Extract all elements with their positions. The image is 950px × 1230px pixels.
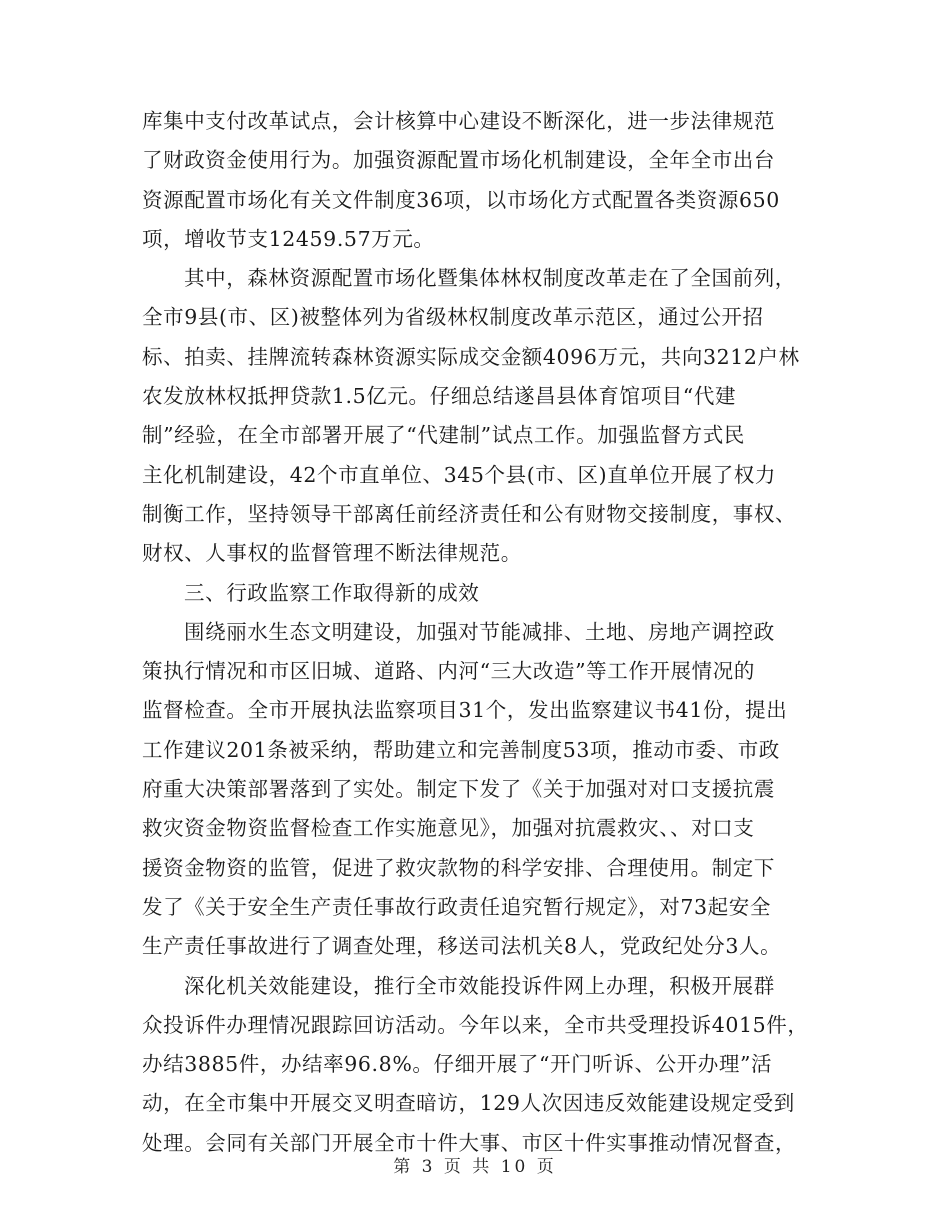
text-line: 制衡工作，坚持领导干部离任前经济责任和公有财物交接制度，事权、 (142, 501, 797, 526)
text-line: 围绕丽水生态文明建设，加强对节能减排、土地、房地产调控政 (184, 619, 775, 644)
text-line: 了财政资金使用行为。加强资源配置市场化机制建设，全年全市出台 (142, 148, 775, 173)
page-footer: 第 3 页 共 10 页 (393, 1157, 557, 1177)
text-line: 项，增收节支12459.57万元。 (142, 226, 435, 251)
text-line: 动，在全市集中开展交叉明查暗访，129人次因违反效能建设规定受到 (142, 1091, 795, 1116)
text-line: 众投诉件办理情况跟踪回访活动。今年以来，全市共受理投诉4015件， (142, 1012, 809, 1037)
text-line: 监督检查。全市开展执法监察项目31个，发出监察建议书41份，提出 (142, 698, 788, 723)
text-line: 处理。会同有关部门开展全市十件大事、市区十件实事推动情况督查， (142, 1130, 797, 1155)
text-line: 深化机关效能建设，推行全市效能投诉件网上办理，积极开展群 (184, 973, 775, 998)
text-line: 农发放林权抵押贷款1.5亿元。仔细总结遂昌县体育馆项目“代建 (142, 384, 737, 409)
text-line: 工作建议201条被采纳，帮助建立和完善制度53项，推动市委、市政 (142, 737, 780, 762)
text-line: 府重大决策部署落到了实处。制定下发了《关于加强对对口支援抗震 (142, 777, 775, 802)
text-line: 制”经验，在全市部署开展了“代建制”试点工作。加强监督方式民 (142, 423, 745, 448)
text-line: 援资金物资的监管，促进了救灾款物的科学安排、合理使用。制定下 (142, 855, 775, 880)
text-line: 发了《关于安全生产责任事故行政责任追究暂行规定》，对73起安全 (142, 894, 771, 919)
text-line: 救灾资金物资监督检查工作实施意见》，加强对抗震救灾、、对口支 (142, 816, 755, 841)
text-line: 标、拍卖、挂牌流转森林资源实际成交金额4096万元，共向3212户林 (142, 344, 800, 369)
text-line: 库集中支付改革试点，会计核算中心建设不断深化，进一步法律规范 (142, 109, 775, 133)
document-body (142, 102, 814, 1163)
text-line: 生产责任事故进行了调查处理，移送司法机关8人，党政纪处分3人。 (142, 934, 782, 959)
text-line: 资源配置市场化有关文件制度36项，以市场化方式配置各类资源650 (142, 187, 780, 212)
text-line: 财权、人事权的监督管理不断法律规范。 (142, 541, 522, 566)
text-line: 三、行政监察工作取得新的成效 (184, 580, 480, 605)
text-line: 策执行情况和市区旧城、道路、内河“三大改造”等工作开展情况的 (142, 659, 755, 684)
text-line: 其中，森林资源配置市场化暨集体林权制度改革走在了全国前列， (184, 266, 796, 291)
text-line: 主化机制建设，42个市直单位、345个县(市、区)直单位开展了权力 (142, 462, 777, 487)
text-line: 办结3885件，办结率96.8%。仔细开展了“开门听诉、公开办理”活 (142, 1052, 773, 1077)
text-line: 全市9县(市、区)被整体列为省级林权制度改革示范区，通过公开招 (142, 305, 764, 330)
